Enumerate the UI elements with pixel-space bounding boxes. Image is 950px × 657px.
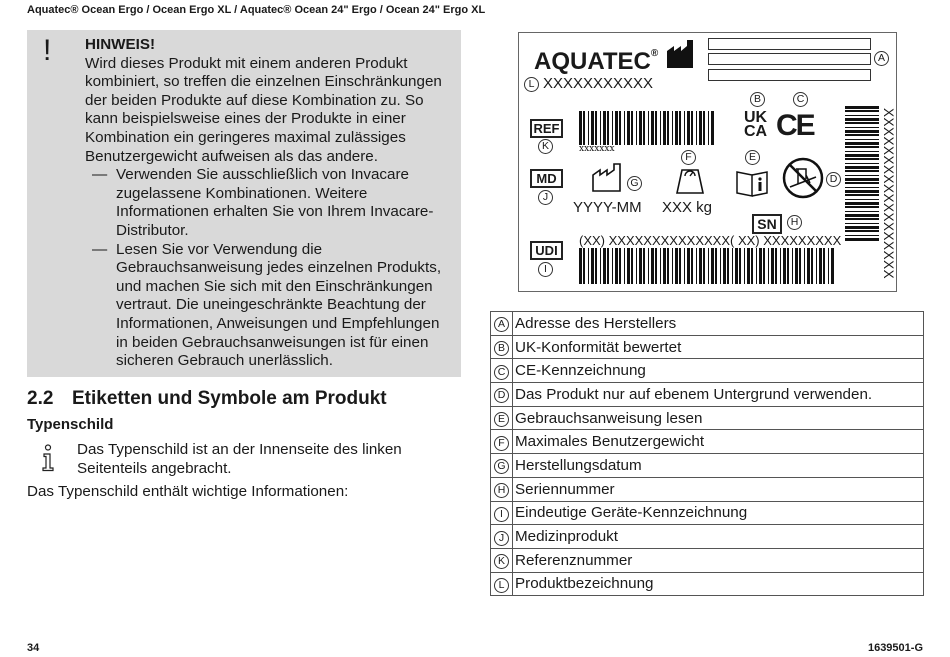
manufacturer-icon: [666, 39, 698, 69]
notice-bullet-2: [85, 241, 451, 371]
dash-marker: —: [92, 166, 108, 184]
paragraph: Das Typenschild enthält wichtige Informationen:: [27, 483, 349, 500]
manufacture-date-icon: [591, 161, 627, 193]
udi-code: (XX) XXXXXXXXXXXXXX( XX) XXXXXXXXX: [579, 233, 842, 248]
legend-row: [491, 383, 924, 407]
subheading: Typenschild: [27, 416, 114, 433]
ce-mark: CE: [776, 109, 814, 142]
legend-key: B: [494, 341, 509, 356]
legend-row: [491, 501, 924, 525]
page-number: 34: [27, 642, 40, 654]
notice-intro: Wird dieses Produkt mit einem anderen Produkt kombiniert, so treffen die einzelnen Einschränkungen der beiden Produkte auf diese Kombination zu. So kann beispielsweise eines der Produkte in einer Kombination ein geringeres maximal zulässiges Benutzergewicht aufweisen als das andere.: [85, 54, 442, 165]
ref-code: xxxxxxx: [579, 144, 615, 154]
aquatec-logo: AQUATEC®: [534, 48, 659, 75]
notice-bullet-text: Lesen Sie vor Verwendung die Gebrauchsanweisung jedes einzelnen Produkts, und machen Sie sich mit den Einschränkungen vertraut. Die uneingeschränkte Beachtung der Informationen, Anweisungen und Empfehlungen in beiden Gebrauchsanweisungen ist für einen sicheren Gebrauch unerlässlich.: [116, 240, 442, 370]
document-id: 1639501-G: [867, 642, 923, 654]
legend-row: [491, 359, 924, 383]
marker-i: I: [538, 262, 553, 277]
section-heading: [27, 388, 387, 410]
manufacture-date: YYYY-MM: [573, 199, 642, 216]
legend-label: Maximales Benutzergewicht: [513, 430, 924, 454]
udi-barcode: [579, 248, 837, 284]
legend-label: Eindeutige Geräte-Kennzeichnung: [513, 501, 924, 525]
serial-barcode: [845, 106, 879, 244]
info-note: [27, 440, 461, 478]
legend-table: [490, 311, 924, 596]
legend-row: [491, 572, 924, 596]
legend-label: Medizinprodukt: [513, 525, 924, 549]
legend-key: J: [494, 531, 509, 546]
sn-box: SN: [752, 214, 782, 234]
legend-key: I: [494, 507, 509, 522]
marker-a: A: [874, 51, 889, 66]
legend-label: Produktbezeichnung: [513, 572, 924, 596]
legend-row: [491, 406, 924, 430]
legend-label: CE-Kennzeichnung: [513, 359, 924, 383]
udi-box: UDI: [530, 241, 563, 260]
info-icon: [41, 444, 55, 477]
legend-row: [491, 548, 924, 572]
marker-k: K: [538, 139, 553, 154]
legend-key: D: [494, 388, 509, 403]
legend-key: A: [494, 317, 509, 332]
md-box: MD: [530, 169, 563, 188]
document-header: Aquatec® Ocean Ergo / Ocean Ergo XL / Aquatec® Ocean 24" Ergo / Ocean 24" Ergo XL: [27, 4, 486, 16]
address-field: [708, 69, 871, 81]
legend-label: Adresse des Herstellers: [513, 312, 924, 336]
notice-bullet-1: [85, 166, 451, 240]
product-code: XXXXXXXXXXX: [543, 75, 654, 92]
legend-row: [491, 430, 924, 454]
marker-l: L: [524, 77, 539, 92]
legend-key: K: [494, 554, 509, 569]
legend-key: E: [494, 412, 509, 427]
legend-label: Gebrauchsanweisung lesen: [513, 406, 924, 430]
legend-label: Das Produkt nur auf ebenem Untergrund verwenden.: [513, 383, 924, 407]
legend-row: [491, 525, 924, 549]
instructions-icon: [735, 168, 771, 198]
legend-row: [491, 335, 924, 359]
warning-exclamation-icon: !: [43, 34, 52, 67]
legend-row: [491, 454, 924, 478]
legend-label: Referenznummer: [513, 548, 924, 572]
legend-label: UK-Konformität bewertet: [513, 335, 924, 359]
max-weight: XXX kg: [662, 199, 713, 216]
marker-f: F: [681, 150, 696, 165]
nameplate-label: [518, 32, 897, 292]
address-field: [708, 53, 871, 65]
serial-code-vertical: XXXXXXXXXXXXXXXXXX: [881, 108, 896, 280]
section-number: 2.2: [27, 388, 54, 409]
info-text: Das Typenschild ist an der Innenseite des linken Seitenteils angebracht.: [77, 441, 402, 477]
marker-c: C: [793, 92, 808, 107]
legend-key: H: [494, 483, 509, 498]
level-ground-icon: [782, 157, 824, 199]
ref-box: REF: [530, 119, 563, 138]
marker-j: J: [538, 190, 553, 205]
marker-b: B: [750, 92, 765, 107]
notice-box: [27, 30, 461, 377]
section-title: Etiketten und Symbole am Produkt: [72, 388, 387, 409]
legend-label: Herstellungsdatum: [513, 454, 924, 478]
legend-key: C: [494, 365, 509, 380]
dash-marker: —: [92, 240, 108, 258]
legend-row: [491, 312, 924, 336]
notice-title: HINWEIS!: [85, 36, 156, 53]
legend-key: G: [494, 459, 509, 474]
legend-key: L: [494, 578, 509, 593]
legend-label: Seriennummer: [513, 477, 924, 501]
ukca-mark: UK CA: [744, 109, 768, 140]
legend-row: [491, 477, 924, 501]
notice-bullet-text: Verwenden Sie ausschließlich von Invacare zugelassene Kombinationen. Weitere Informationen erhalten Sie von Ihrem Invacare-Distributor.: [116, 166, 434, 239]
marker-e: E: [745, 150, 760, 165]
marker-g: G: [627, 176, 642, 191]
marker-d: D: [826, 172, 841, 187]
max-weight-icon: [672, 168, 708, 194]
legend-key: F: [494, 436, 509, 451]
marker-h: H: [787, 215, 802, 230]
ref-barcode: [579, 111, 716, 145]
address-field: [708, 38, 871, 50]
